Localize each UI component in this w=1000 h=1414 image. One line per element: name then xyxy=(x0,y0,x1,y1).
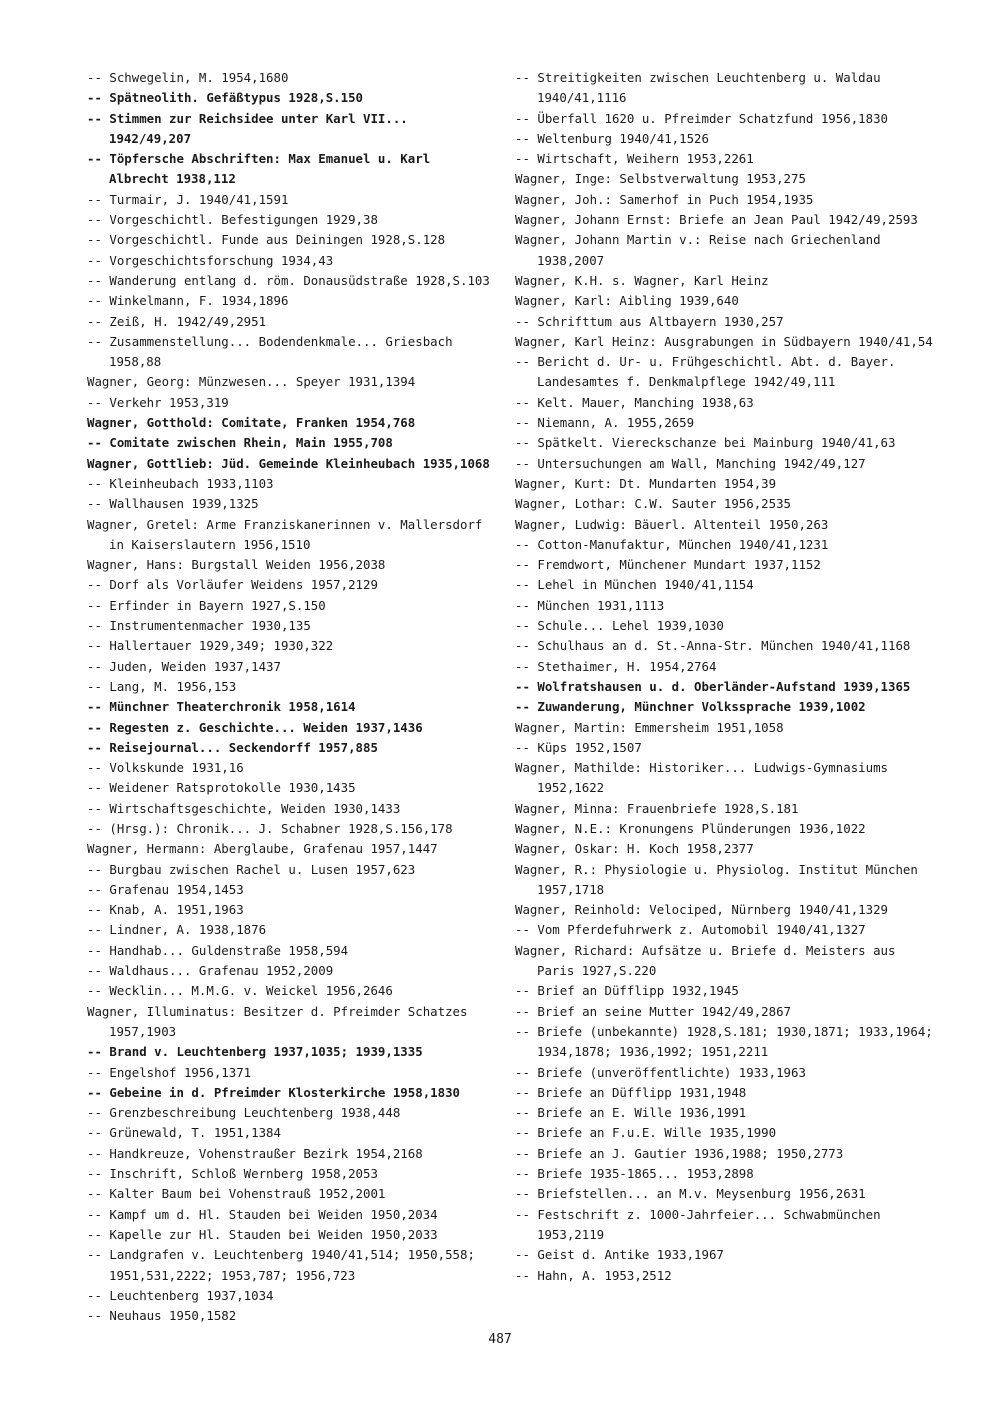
index-entry: -- Cotton-Manufaktur, München 1940/41,1231 xyxy=(515,536,829,552)
index-entry: Wagner, Johann Martin v.: Reise nach Griechenland 1938,2007 xyxy=(515,232,888,268)
index-entry: -- Brand v. Leuchtenberg 1937,1035; 1939,1335 xyxy=(87,1044,423,1060)
index-entry: Wagner, Ludwig: Bäuerl. Altenteil 1950,263 xyxy=(515,516,829,532)
index-entry: -- Spätkelt. Viereckschanze bei Mainburg 1940/41,63 xyxy=(515,435,896,451)
index-entry: -- Juden, Weiden 1937,1437 xyxy=(87,658,281,674)
index-entry: -- Schule... Lehel 1939,1030 xyxy=(515,618,724,634)
index-entry: -- Brief an Düfflipp 1932,1945 xyxy=(515,983,739,999)
index-entry: Wagner, Inge: Selbstverwaltung 1953,275 xyxy=(515,171,806,187)
index-entry: -- Lang, M. 1956,153 xyxy=(87,678,237,694)
index-entry: -- Fremdwort, Münchener Mundart 1937,1152 xyxy=(515,557,821,573)
page-number: 487 xyxy=(488,1332,512,1347)
index-entry: -- Winkelmann, F. 1934,1896 xyxy=(87,293,289,309)
index-entry: -- Kampf um d. Hl. Stauden bei Weiden 1950,2034 xyxy=(87,1206,438,1222)
index-entry: Wagner, Georg: Münzwesen... Speyer 1931,1394 xyxy=(87,374,416,390)
index-entry: Wagner, R.: Physiologie u. Physiolog. Institut München 1957,1718 xyxy=(515,861,926,897)
index-entry: -- Küps 1952,1507 xyxy=(515,739,642,755)
index-entry: -- Spätneolith. Gefäßtypus 1928,S.150 xyxy=(87,90,364,106)
index-entry: Wagner, Gretel: Arme Franziskanerinnen v. Mallersdorf in Kaiserslautern 1956,1510 xyxy=(87,516,490,552)
index-entry: -- Lehel in München 1940/41,1154 xyxy=(515,577,754,593)
index-entry: Wagner, Hans: Burgstall Weiden 1956,2038 xyxy=(87,557,386,573)
index-entry: -- Grafenau 1954,1453 xyxy=(87,881,244,897)
index-column-left xyxy=(87,68,497,1326)
index-entry: -- Neuhaus 1950,1582 xyxy=(87,1308,237,1324)
index-entry: -- Kelt. Mauer, Manching 1938,63 xyxy=(515,394,754,410)
index-entry: -- Reisejournal... Seckendorff 1957,885 xyxy=(87,739,378,755)
index-entry: -- Vorgeschichtl. Funde aus Deiningen 1928,S.128 xyxy=(87,232,446,248)
index-entry: Wagner, Reinhold: Velociped, Nürnberg 1940/41,1329 xyxy=(515,902,888,918)
index-entry: Wagner, Mathilde: Historiker... Ludwigs-Gymnasiums 1952,1622 xyxy=(515,760,896,796)
index-entry: -- Münchner Theaterchronik 1958,1614 xyxy=(87,699,356,715)
index-entry: -- Stimmen zur Reichsidee unter Karl VII... 1942/49,207 xyxy=(87,110,416,146)
index-entry: -- Grünewald, T. 1951,1384 xyxy=(87,1125,281,1141)
index-entry: Wagner, Gottlieb: Jüd. Gemeinde Kleinheubach 1935,1068 xyxy=(87,455,490,471)
index-entry: -- Zeiß, H. 1942/49,2951 xyxy=(87,313,267,329)
index-entry: -- Briefe an F.u.E. Wille 1935,1990 xyxy=(515,1125,777,1141)
index-entry: -- Wallhausen 1939,1325 xyxy=(87,496,259,512)
index-entry: -- Überfall 1620 u. Pfreimder Schatzfund 1956,1830 xyxy=(515,110,888,126)
index-entry: -- Vorgeschichtl. Befestigungen 1929,38 xyxy=(87,212,378,228)
index-entry: -- Gebeine in d. Pfreimder Klosterkirche 1958,1830 xyxy=(87,1084,460,1100)
index-entry: -- Schulhaus an d. St.-Anna-Str. München 1940/41,1168 xyxy=(515,638,911,654)
index-entry: -- Briefe (unveröffentlichte) 1933,1963 xyxy=(515,1064,806,1080)
index-entry: -- Inschrift, Schloß Wernberg 1958,2053 xyxy=(87,1166,378,1182)
index-entry: -- München 1931,1113 xyxy=(515,597,665,613)
index-entry: -- Leuchtenberg 1937,1034 xyxy=(87,1287,274,1303)
index-entry: -- Volkskunde 1931,16 xyxy=(87,760,244,776)
index-entry: -- Wecklin... M.M.G. v. Weickel 1956,2646 xyxy=(87,983,393,999)
index-entry: -- Briefe an J. Gautier 1936,1988; 1950,2773 xyxy=(515,1145,844,1161)
index-entry: -- Dorf als Vorläufer Weidens 1957,2129 xyxy=(87,577,378,593)
index-entry: -- Wirtschaft, Weihern 1953,2261 xyxy=(515,151,754,167)
index-entry: -- Briefstellen... an M.v. Meysenburg 1956,2631 xyxy=(515,1186,866,1202)
index-entry: Wagner, Illuminatus: Besitzer d. Pfreimder Schatzes 1957,1903 xyxy=(87,1003,475,1039)
index-entry: -- Stethaimer, H. 1954,2764 xyxy=(515,658,717,674)
index-entry: Wagner, Johann Ernst: Briefe an Jean Paul 1942/49,2593 xyxy=(515,212,918,228)
index-entry: -- Weidener Ratsprotokolle 1930,1435 xyxy=(87,780,356,796)
index-entry: -- Lindner, A. 1938,1876 xyxy=(87,922,267,938)
index-entry: Wagner, Oskar: H. Koch 1958,2377 xyxy=(515,841,754,857)
index-entry: -- Weltenburg 1940/41,1526 xyxy=(515,130,709,146)
index-entry: -- Regesten z. Geschichte... Weiden 1937,1436 xyxy=(87,719,423,735)
index-entry: -- Hahn, A. 1953,2512 xyxy=(515,1267,672,1283)
index-entry: -- Verkehr 1953,319 xyxy=(87,394,229,410)
index-entry: -- Hallertauer 1929,349; 1930,322 xyxy=(87,638,334,654)
index-entry: -- Kapelle zur Hl. Stauden bei Weiden 1950,2033 xyxy=(87,1226,438,1242)
index-entry: -- Untersuchungen am Wall, Manching 1942/49,127 xyxy=(515,455,866,471)
index-entry: -- Streitigkeiten zwischen Leuchtenberg u. Waldau 1940/41,1116 xyxy=(515,70,888,106)
index-entry: -- Bericht d. Ur- u. Frühgeschichtl. Abt. d. Bayer. Landesamtes f. Denkmalpflege 1942/49,111 xyxy=(515,354,903,390)
index-entry: -- Geist d. Antike 1933,1967 xyxy=(515,1247,724,1263)
index-entry: -- Schrifttum aus Altbayern 1930,257 xyxy=(515,313,784,329)
index-entry: -- Wirtschaftsgeschichte, Weiden 1930,1433 xyxy=(87,800,401,816)
index-entry: -- Handhab... Guldenstraße 1958,594 xyxy=(87,942,349,958)
index-entry: -- Brief an seine Mutter 1942/49,2867 xyxy=(515,1003,792,1019)
index-entry: Wagner, Hermann: Aberglaube, Grafenau 1957,1447 xyxy=(87,841,438,857)
index-entry: -- Knab, A. 1951,1963 xyxy=(87,902,244,918)
index-entry: -- Turmair, J. 1940/41,1591 xyxy=(87,191,289,207)
index-entry: -- Briefe an E. Wille 1936,1991 xyxy=(515,1105,747,1121)
index-entry: Wagner, N.E.: Kronungens Plünderungen 1936,1022 xyxy=(515,820,866,836)
index-entry: -- Zusammenstellung... Bodendenkmale... Griesbach 1958,88 xyxy=(87,333,460,370)
index-entry: -- Festschrift z. 1000-Jahrfeier... Schwabmünchen 1953,2119 xyxy=(515,1206,888,1242)
index-entry: -- Engelshof 1956,1371 xyxy=(87,1064,252,1080)
index-entry: -- Vorgeschichtsforschung 1934,43 xyxy=(87,252,334,268)
index-entry: -- Grenzbeschreibung Leuchtenberg 1938,448 xyxy=(87,1105,401,1121)
index-entry: -- Vom Pferdefuhrwerk z. Automobil 1940/41,1327 xyxy=(515,922,866,938)
index-entry: Wagner, Richard: Aufsätze u. Briefe d. Meisters aus Paris 1927,S.220 xyxy=(515,942,903,979)
index-entry: -- Wanderung entlang d. röm. Donausüdstraße 1928,S.103 xyxy=(87,272,490,288)
index-entry: Wagner, Minna: Frauenbriefe 1928,S.181 xyxy=(515,800,799,816)
index-entry: -- Erfinder in Bayern 1927,S.150 xyxy=(87,597,326,613)
index-entry: -- Burgbau zwischen Rachel u. Lusen 1957,623 xyxy=(87,861,416,877)
index-entry: -- Zuwanderung, Münchner Volkssprache 1939,1002 xyxy=(515,699,866,715)
index-entry: Wagner, Joh.: Samerhof in Puch 1954,1935 xyxy=(515,191,814,207)
index-entry: -- Instrumentenmacher 1930,135 xyxy=(87,618,311,634)
index-entry: Wagner, Gotthold: Comitate, Franken 1954,768 xyxy=(87,415,416,431)
index-entry: Wagner, K.H. s. Wagner, Karl Heinz xyxy=(515,272,769,288)
index-entry: -- Landgrafen v. Leuchtenberg 1940/41,514; 1950,558; 1951,531,2222; 1953,787; 1956,723 xyxy=(87,1247,483,1283)
index-entry: -- Niemann, A. 1955,2659 xyxy=(515,415,695,431)
index-entry: Wagner, Lothar: C.W. Sauter 1956,2535 xyxy=(515,496,792,512)
index-entry: -- Wolfratshausen u. d. Oberländer-Aufstand 1939,1365 xyxy=(515,678,911,694)
index-entry: -- Handkreuze, Vohenstraußer Bezirk 1954,2168 xyxy=(87,1145,423,1161)
index-entry: -- Comitate zwischen Rhein, Main 1955,708 xyxy=(87,435,393,451)
index-entry: -- Briefe an Düfflipp 1931,1948 xyxy=(515,1084,747,1100)
index-entry: -- Schwegelin, M. 1954,1680 xyxy=(87,70,289,85)
index-column-right xyxy=(515,68,941,1286)
index-entry: Wagner, Martin: Emmersheim 1951,1058 xyxy=(515,719,784,735)
index-entry: Wagner, Karl Heinz: Ausgrabungen in Südbayern 1940/41,54 xyxy=(515,333,933,349)
index-entry: -- Waldhaus... Grafenau 1952,2009 xyxy=(87,963,334,979)
index-entry: -- Briefe (unbekannte) 1928,S.181; 1930,1871; 1933,1964; 1934,1878; 1936,1992; 1951,2211 xyxy=(515,1023,941,1060)
index-entry: -- Kleinheubach 1933,1103 xyxy=(87,475,274,491)
index-entry: -- Briefe 1935-1865... 1953,2898 xyxy=(515,1166,754,1182)
index-entry: -- Kalter Baum bei Vohenstrauß 1952,2001 xyxy=(87,1186,386,1202)
index-entry: -- Töpfersche Abschriften: Max Emanuel u. Karl Albrecht 1938,112 xyxy=(87,151,438,187)
index-entry: Wagner, Karl: Aibling 1939,640 xyxy=(515,293,739,309)
index-entry: -- (Hrsg.): Chronik... J. Schabner 1928,S.156,178 xyxy=(87,820,453,836)
index-entry: Wagner, Kurt: Dt. Mundarten 1954,39 xyxy=(515,475,777,491)
